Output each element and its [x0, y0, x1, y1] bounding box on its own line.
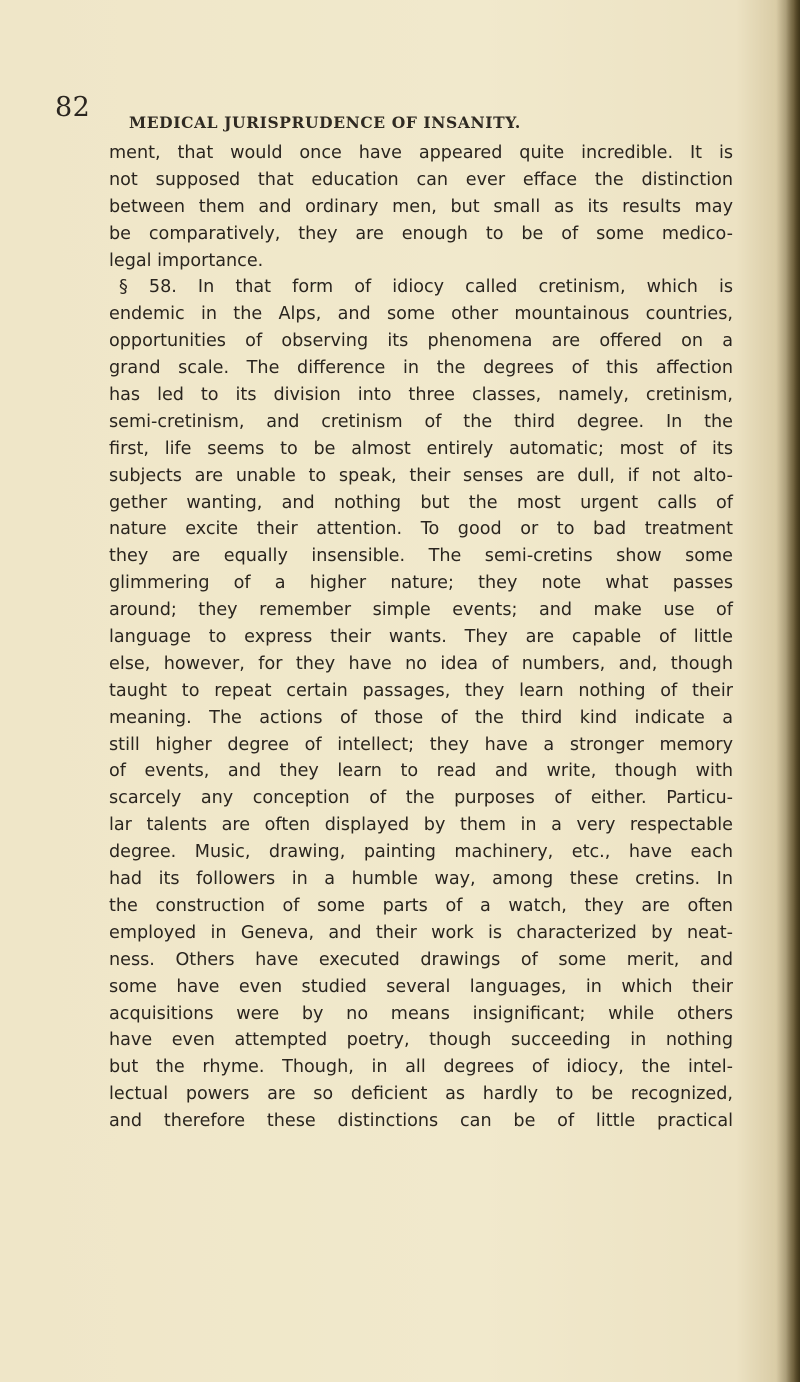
- text-line: but the rhyme. Though, in all degrees of idiocy, the intel-: [109, 1057, 733, 1078]
- text-line: ment, that would once have appeared quite incredible. It is: [109, 143, 733, 163]
- text-line: around; they remember simple events; and make use of: [109, 600, 733, 621]
- text-line: has led to its division into three classes, namely, cretinism,: [109, 385, 733, 406]
- running-head: MEDICAL JURISPRUDENCE OF INSANITY.: [129, 113, 521, 132]
- text-line: not supposed that education can ever efface the distinction: [109, 169, 733, 190]
- text-line: opportunities of observing its phenomena are offered on a: [109, 331, 733, 352]
- paragraph-start-line: § 58. In that form of idiocy called cretinism, which is: [119, 277, 733, 298]
- text-line: language to express their wants. They are capable of little: [109, 627, 733, 648]
- text-line: degree. Music, drawing, painting machinery, etc., have each: [109, 842, 733, 863]
- text-line: acquisitions were by no means insignificant; while others: [109, 1003, 733, 1024]
- text-line: ness. Others have executed drawings of some merit, and: [109, 949, 733, 970]
- page-header: [55, 92, 755, 132]
- page-edge-shadow: [786, 0, 800, 1382]
- text-line: meaning. The actions of those of the third kind indicate a: [109, 707, 733, 728]
- text-line: had its followers in a humble way, among these cretins. In: [109, 869, 733, 890]
- text-line: subjects are unable to speak, their senses are dull, if not alto-: [109, 465, 733, 486]
- text-line: else, however, for they have no idea of numbers, and, though: [109, 653, 733, 674]
- text-line: of events, and they learn to read and write, though with: [109, 761, 733, 782]
- text-line: scarcely any conception of the purposes of either. Particu-: [109, 788, 733, 809]
- text-line: some have even studied several languages, in which their: [109, 976, 733, 997]
- text-line: still higher degree of intellect; they have a stronger memory: [109, 734, 733, 755]
- text-line: the construction of some parts of a watch, they are often: [109, 895, 733, 916]
- text-line: and therefore these distinctions can be of little practical: [109, 1111, 733, 1132]
- page-number: 82: [55, 92, 91, 123]
- text-line: employed in Geneva, and their work is characterized by neat-: [109, 922, 733, 943]
- text-line: endemic in the Alps, and some other mountainous countries,: [109, 304, 733, 325]
- text-line: have even attempted poetry, though succeeding in nothing: [109, 1030, 733, 1051]
- text-line: lectual powers are so deficient as hardly to be recognized,: [109, 1084, 733, 1105]
- text-line: taught to repeat certain passages, they learn nothing of their: [109, 680, 733, 701]
- text-line: gether wanting, and nothing but the most urgent calls of: [109, 492, 733, 513]
- text-line: be comparatively, they are enough to be of some medico-: [109, 223, 733, 244]
- text-line: they are equally insensible. The semi-cretins show some: [109, 546, 733, 567]
- text-line: glimmering of a higher nature; they note what passes: [109, 573, 733, 594]
- text-line: semi-cretinism, and cretinism of the third degree. In the: [109, 411, 733, 432]
- text-line: legal importance.: [109, 250, 264, 271]
- text-line: between them and ordinary men, but small as its results may: [109, 196, 733, 217]
- text-line: grand scale. The difference in the degrees of this affection: [109, 358, 733, 379]
- text-line: first, life seems to be almost entirely automatic; most of its: [109, 438, 733, 459]
- text-line: nature excite their attention. To good or to bad treatment: [109, 519, 733, 540]
- text-line: lar talents are often displayed by them in a very respectable: [109, 815, 733, 836]
- body-text: [109, 140, 733, 1135]
